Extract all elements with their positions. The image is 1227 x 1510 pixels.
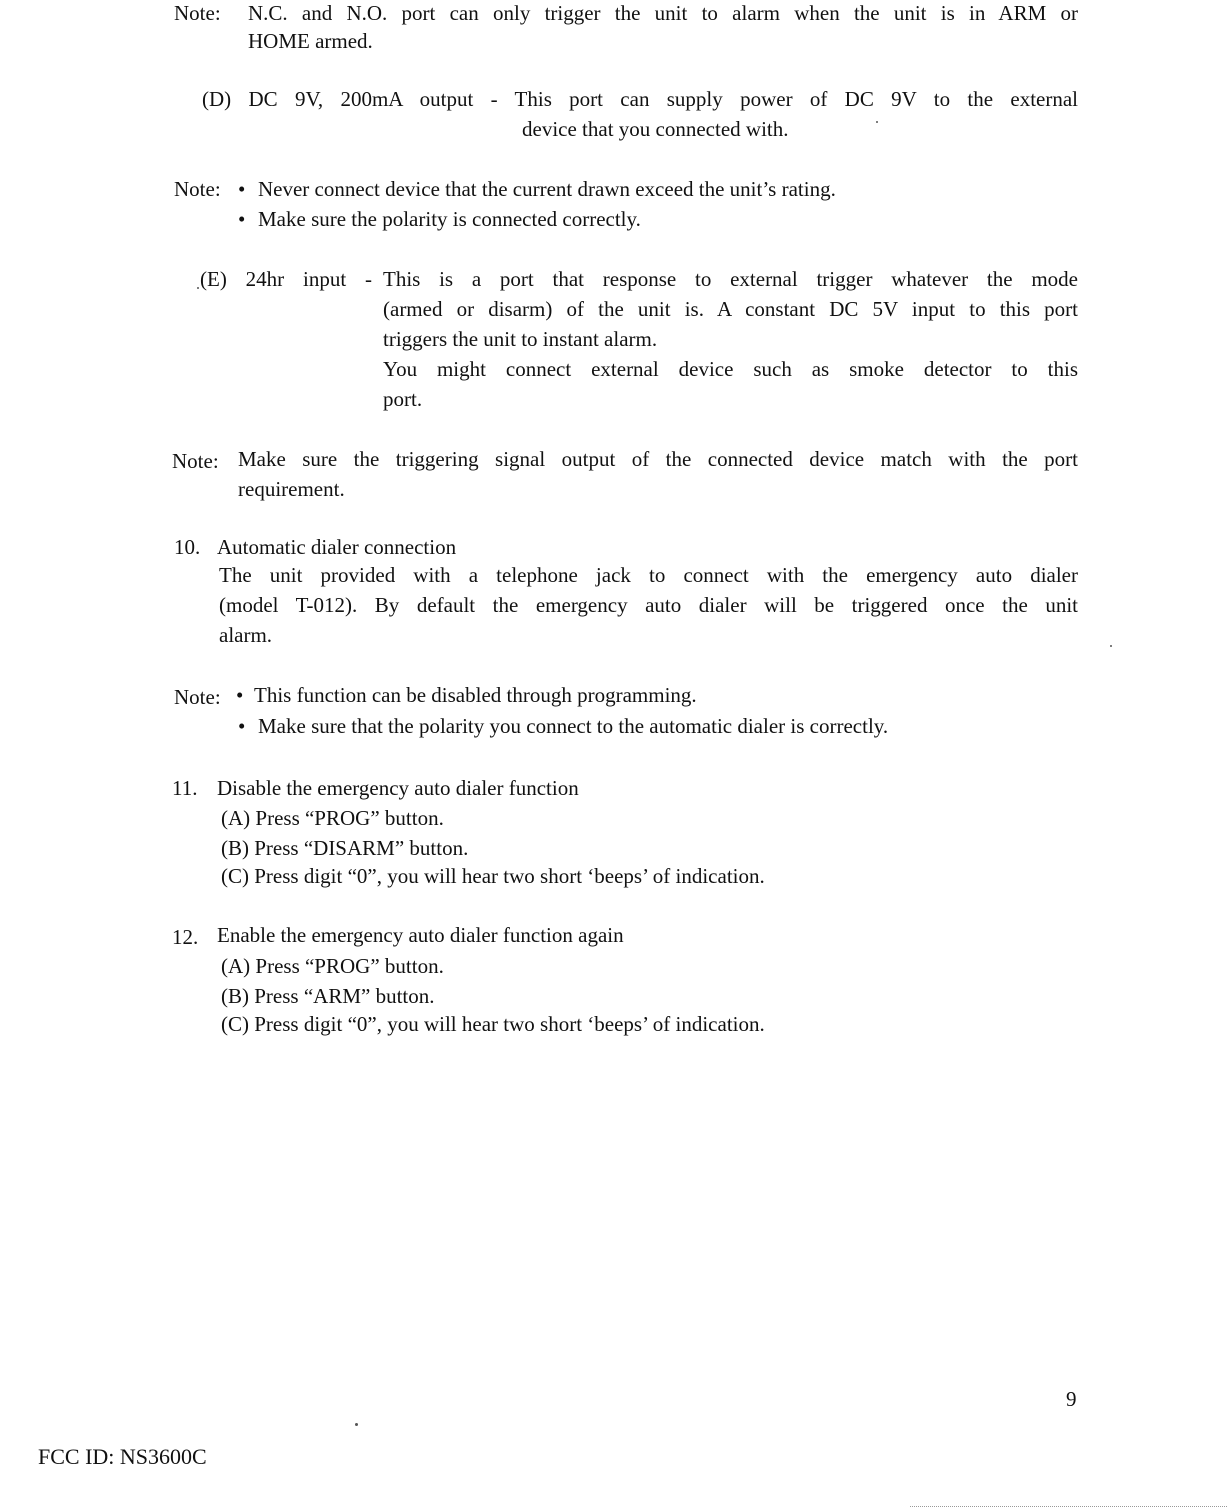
section-11-step-a: (A) Press “PROG” button.	[221, 806, 444, 830]
scan-speck	[1110, 645, 1112, 647]
note4-bullet-2-text: Make sure that the polarity you connect to the automatic dialer is correctly.	[258, 714, 889, 738]
note4-bullet-1-text: This function can be disabled through programming.	[254, 683, 697, 707]
section-12-number: 12.	[172, 925, 199, 949]
item-e-line1: This is a port that response to external trigger whatever the mode	[383, 267, 1078, 291]
bullet-icon: •	[238, 207, 246, 231]
scan-speck	[355, 1423, 358, 1426]
note1-line1: N.C. and N.O. port can only trigger the unit to alarm when the unit is in ARM or	[248, 1, 1078, 25]
fcc-id-footer: FCC ID: NS3600C	[38, 1444, 207, 1469]
item-e-line3: triggers the unit to instant alarm.	[383, 327, 658, 351]
note3-line1: Make sure the triggering signal output of the connected device match with the port	[238, 447, 1078, 471]
note3-label: Note:	[172, 449, 219, 473]
section-12-step-b: (B) Press “ARM” button.	[221, 984, 435, 1008]
note1-line2: HOME armed.	[248, 29, 373, 53]
item-e-line5: port.	[383, 387, 423, 411]
note2-bullet-1	[238, 176, 836, 202]
section-11-title: Disable the emergency auto dialer function	[217, 776, 579, 800]
section-11-step-c: (C) Press digit “0”, you will hear two short ‘beeps’ of indication.	[221, 864, 765, 888]
section-10-line2: (model T-012). By default the emergency auto dialer will be triggered once the unit	[219, 593, 1078, 617]
note2-bullet-2	[238, 206, 641, 232]
section-11-step-b: (B) Press “DISARM” button.	[221, 836, 469, 860]
item-e-label: (E) 24hr input -	[200, 267, 372, 291]
note2-bullet-1-text: Never connect device that the current drawn exceed the unit’s rating.	[258, 177, 836, 201]
note1-label: Note:	[174, 1, 221, 25]
scan-speck	[876, 121, 878, 123]
item-e-line2: (armed or disarm) of the unit is. A constant DC 5V input to this port	[383, 297, 1078, 321]
section-10-title: Automatic dialer connection	[217, 535, 457, 559]
section-10-number: 10.	[174, 535, 201, 559]
item-e-line4: You might connect external device such as smoke detector to this	[383, 357, 1078, 381]
section-10-line3: alarm.	[219, 623, 273, 647]
section-12-step-a: (A) Press “PROG” button.	[221, 954, 444, 978]
bullet-icon: •	[238, 714, 246, 738]
note4-bullet-1	[236, 682, 697, 708]
note4-label: Note:	[174, 685, 221, 709]
note2-bullet-2-text: Make sure the polarity is connected correctly.	[258, 207, 641, 231]
note4-bullet-2	[238, 713, 888, 739]
note3-line2: requirement.	[238, 477, 345, 501]
note2-label: Note:	[174, 177, 221, 201]
section-11-number: 11.	[172, 776, 198, 800]
page-number: 9	[1066, 1387, 1077, 1411]
scan-speck	[197, 287, 199, 289]
bullet-icon: •	[238, 177, 246, 201]
bullet-icon: •	[236, 683, 244, 707]
item-d-continuation: device that you connected with.	[522, 117, 789, 141]
item-d-heading: (D) DC 9V, 200mA output - This port can supply power of DC 9V to the external	[202, 87, 1078, 111]
scan-edge-line	[910, 1506, 1227, 1507]
section-12-step-c: (C) Press digit “0”, you will hear two short ‘beeps’ of indication.	[221, 1012, 765, 1036]
section-12-title: Enable the emergency auto dialer function again	[217, 923, 624, 947]
section-10-line1: The unit provided with a telephone jack to connect with the emergency auto dialer	[219, 563, 1078, 587]
